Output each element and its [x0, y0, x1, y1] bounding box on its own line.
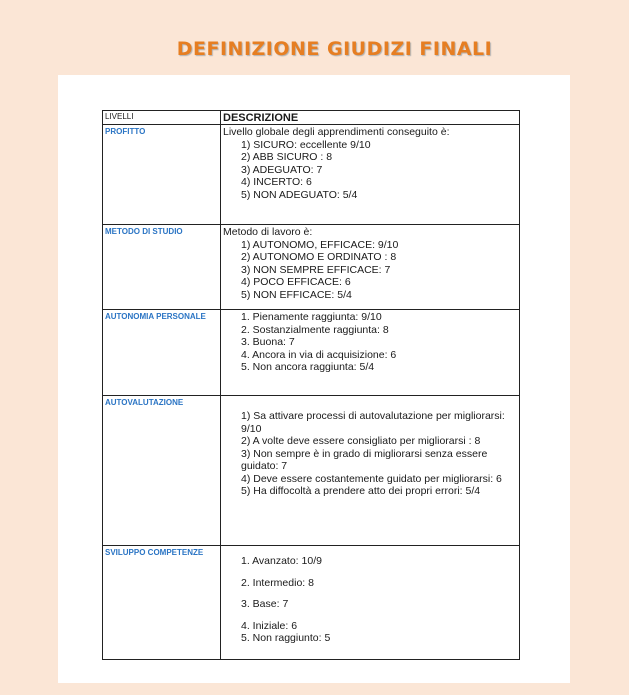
page-title: DEFINIZIONE GIUDIZI FINALI	[176, 38, 493, 60]
list-item: 2) ABB SICURO : 8	[241, 151, 333, 163]
list-item: 1. Pienamente raggiunta: 9/10	[241, 311, 382, 323]
list-item: 4) POCO EFFICACE: 6	[241, 276, 351, 288]
description-cell	[221, 310, 520, 396]
description-cell	[221, 546, 520, 660]
list-item: 5. Non raggiunto: 5	[241, 632, 331, 644]
description-intro: Livello globale degli apprendimenti conseguito è:	[223, 126, 450, 138]
level-label: AUTONOMIA PERSONALE	[103, 310, 221, 396]
list-item: 5) NON EFFICACE: 5/4	[241, 288, 352, 301]
list-item: 4. Ancora in via di acquisizione: 6	[241, 348, 397, 361]
description-cell	[221, 396, 520, 546]
list-item: 5) Ha diffocoltà a prendere atto dei propri errori: 5/4	[241, 485, 481, 497]
list-item: 2) A volte deve essere consigliato per migliorarsi : 8	[241, 435, 481, 447]
list-item: 1) SICURO: eccellente 9/10	[241, 138, 371, 151]
list-item: 4) Deve essere costantemente guidato per migliorarsi: 6	[241, 472, 502, 485]
list-item: 5) NON ADEGUATO: 5/4	[241, 188, 358, 201]
table-row	[103, 396, 520, 546]
list-item: 3. Base: 7	[241, 598, 289, 610]
judgement-table	[102, 110, 520, 660]
table-row	[103, 225, 520, 310]
header-description: DESCRIZIONE	[221, 111, 520, 125]
table-row	[103, 310, 520, 396]
list-item: 1. Avanzato: 10/9	[241, 555, 322, 567]
header-levels: LIVELLI	[103, 111, 221, 125]
document-sheet	[58, 75, 570, 683]
table-header-row	[103, 111, 520, 125]
list-item: 2. Sostanzialmente raggiunta: 8	[241, 323, 389, 336]
level-label: PROFITTO	[103, 125, 221, 225]
description-cell	[221, 225, 520, 310]
list-item: 4) INCERTO: 6	[241, 176, 312, 188]
list-item: 2. Intermedio: 8	[241, 576, 314, 589]
list-item: 3. Buona: 7	[241, 336, 295, 348]
level-label: AUTOVALUTAZIONE	[103, 396, 221, 546]
table-row	[103, 546, 520, 660]
list-item: 3) Non sempre è in grado di migliorarsi senza essere guidato: 7	[241, 447, 488, 472]
list-item: 3) ADEGUATO: 7	[241, 163, 323, 176]
list-item: 3) NON SEMPRE EFFICACE: 7	[241, 263, 391, 276]
list-item: 5. Non ancora raggiunta: 5/4	[241, 361, 375, 373]
level-label: SVILUPPO COMPETENZE	[103, 546, 221, 660]
description-intro: Metodo di lavoro è:	[223, 226, 313, 238]
list-item: 1) AUTONOMO, EFFICACE: 9/10	[241, 238, 399, 251]
list-item: 2) AUTONOMO E ORDINATO : 8	[241, 251, 397, 263]
table-row	[103, 125, 520, 225]
description-cell	[221, 125, 520, 225]
list-item: 4. Iniziale: 6	[241, 619, 298, 632]
list-item: 1) Sa attivare processi di autovalutazione per migliorarsi: 9/10	[241, 410, 505, 435]
level-label: METODO DI STUDIO	[103, 225, 221, 310]
